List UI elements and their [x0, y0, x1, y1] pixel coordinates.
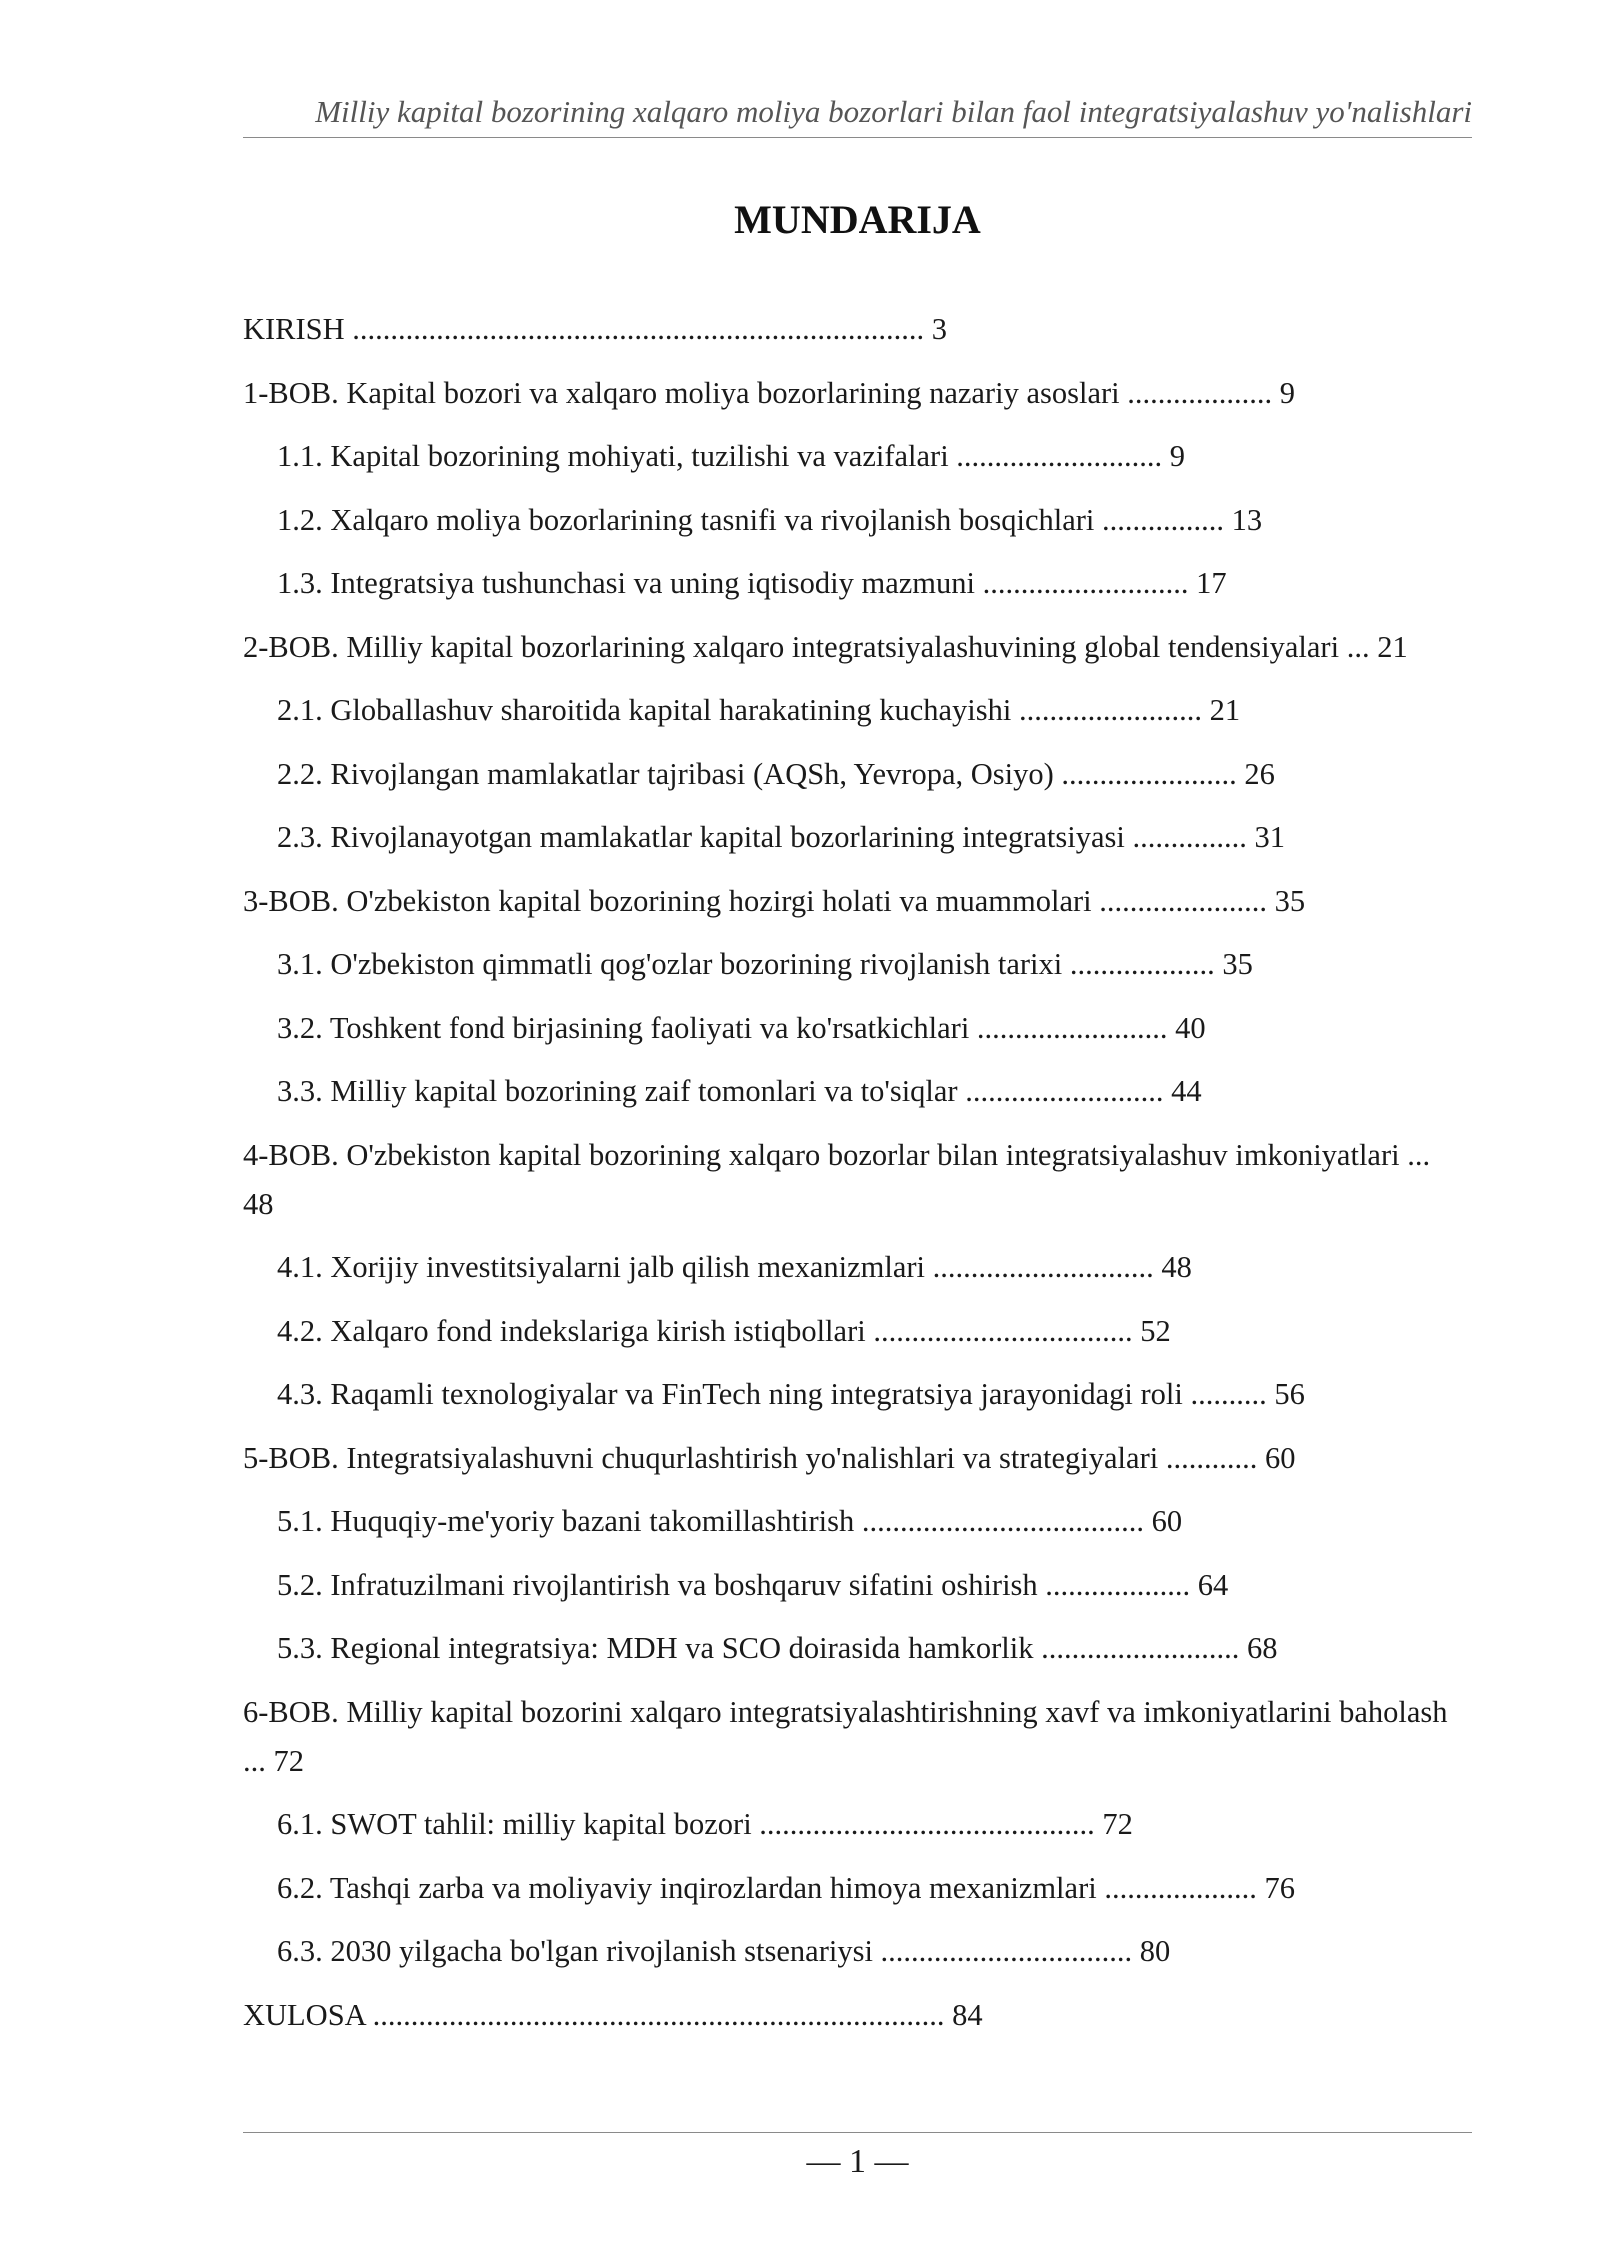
toc-entry-chapter-1[interactable]: 1-BOB. Kapital bozori va xalqaro moliya bozorlarining nazariy asoslari ................... 9	[243, 375, 1295, 410]
toc-entry-section-1-2[interactable]: 1.2. Xalqaro moliya bozorlarining tasnifi va rivojlanish bosqichlari ................ 13	[277, 502, 1263, 537]
toc-entry-section-1-3[interactable]: 1.3. Integratsiya tushunchasi va uning iqtisodiy mazmuni ........................... 17	[277, 566, 1227, 600]
toc-entry-section-2-2[interactable]: 2.2. Rivojlangan mamlakatlar tajribasi (AQSh, Yevropa, Osiyo) ....................... 26	[277, 756, 1275, 791]
toc-entry-section-6-3[interactable]: 6.3. 2030 yilgacha bo'lgan rivojlanish stsenariysi ................................. 80	[277, 1934, 1171, 1968]
running-header: Milliy kapital bozorining xalqaro moliya bozorlari bilan faol integratsiyalashuv yo'nalishlari	[243, 92, 1472, 138]
toc-entry-section-3-3[interactable]: 3.3. Milliy kapital bozorining zaif tomonlari va to'siqlar .......................... 44	[277, 1074, 1202, 1108]
toc-entry-chapter-3[interactable]: 3-BOB. O'zbekiston kapital bozorining hozirgi holati va muammolari ...................... 35	[243, 883, 1306, 918]
toc-entry-section-6-2[interactable]: 6.2. Tashqi zarba va moliyaviy inqirozlardan himoya mexanizmlari .................... 76	[277, 1870, 1295, 1905]
toc-entry-chapter-5[interactable]: 5-BOB. Integratsiyalashuvni chuqurlashtirish yo'nalishlari va strategiyalari ............ 60	[243, 1440, 1296, 1475]
toc-entry-section-2-1[interactable]: 2.1. Globallashuv sharoitida kapital harakatining kuchayishi ........................ 21	[277, 693, 1241, 727]
toc-entry-chapter-2[interactable]: 2-BOB. Milliy kapital bozorlarining xalqaro integratsiyalashuvining global tendensiyalari ... 21	[243, 629, 1408, 664]
toc-entry-chapter-4[interactable]: 4-BOB. O'zbekiston kapital bozorining xalqaro bozorlar bilan integratsiyalashuv imkoniyatlari ... 48	[243, 1137, 1431, 1221]
toc-entry-section-2-3[interactable]: 2.3. Rivojlanayotgan mamlakatlar kapital bozorlarining integratsiyasi ............... 31	[277, 820, 1285, 854]
toc-entry-section-3-1[interactable]: 3.1. O'zbekiston qimmatli qog'ozlar bozorining rivojlanish tarixi ................... 35	[277, 947, 1253, 981]
page-title: MUNDARIJA	[734, 197, 981, 242]
toc-entry-section-4-2[interactable]: 4.2. Xalqaro fond indekslariga kirish istiqbollari .................................. 52	[277, 1313, 1171, 1348]
toc-entry-section-4-1[interactable]: 4.1. Xorijiy investitsiyalarni jalb qilish mexanizmlari ............................. 48	[277, 1250, 1192, 1284]
toc-entry-section-4-3[interactable]: 4.3. Raqamli texnologiyalar va FinTech ning integratsiya jarayonidagi roli .......... 56	[277, 1377, 1305, 1411]
footer-divider	[243, 2132, 1472, 2133]
toc-entry-chapter-6[interactable]: 6-BOB. Milliy kapital bozorini xalqaro integratsiyalashtirishning xavf va imkoniyatlarini baholash ... 72	[243, 1694, 1448, 1778]
toc-entry-section-1-1[interactable]: 1.1. Kapital bozorining mohiyati, tuzilishi va vazifalari ........................... 9	[277, 439, 1186, 473]
toc-entry-introduction[interactable]: KIRISH ........................................................................... 3	[243, 312, 948, 346]
toc-entry-section-5-1[interactable]: 5.1. Huquqiy-me'yoriy bazani takomillashtirish ..................................... 60	[277, 1504, 1183, 1538]
toc-entry-section-5-2[interactable]: 5.2. Infratuzilmani rivojlantirish va boshqaruv sifatini oshirish ................... 64	[277, 1567, 1229, 1602]
toc-entry-conclusion[interactable]: XULOSA ........................................................................... 84	[243, 1997, 983, 2032]
page-number: — 1 —	[806, 2143, 909, 2180]
toc-entry-section-5-3[interactable]: 5.3. Regional integratsiya: MDH va SCO doirasida hamkorlik .......................... 68	[277, 1631, 1278, 1665]
toc-entry-section-3-2[interactable]: 3.2. Toshkent fond birjasining faoliyati va ko'rsatkichlari ......................... 40	[277, 1010, 1206, 1045]
toc-entry-section-6-1[interactable]: 6.1. SWOT tahlil: milliy kapital bozori ............................................ 72	[277, 1807, 1133, 1841]
table-of-contents	[243, 305, 1458, 2054]
